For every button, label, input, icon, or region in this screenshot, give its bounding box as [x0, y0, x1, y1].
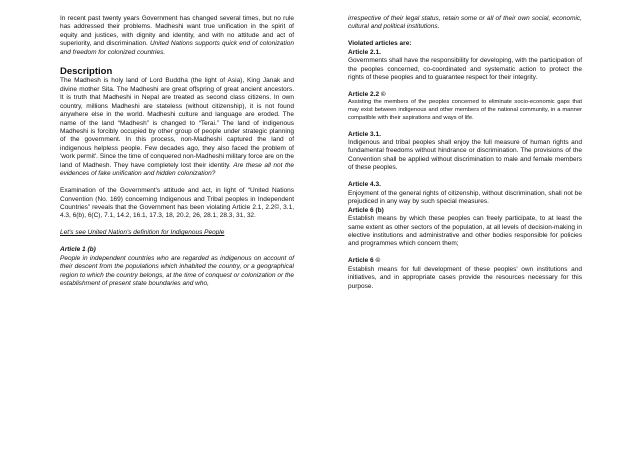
intro-paragraph [60, 15, 294, 57]
description-italic: Are these all not the evidences of fake unification and hidden colonization? [60, 161, 294, 178]
examination-paragraph: Examination of the Government's attitude and act, in light of “United Nations Convention (No. 169) concerning Indigenous and Tribal peoples in Independent Countries” reveals that the Government has been violating Article 2.1, 2.2©, 3.1, 4.3, 6(b), 6(C), 7.1, 14.2, 16.1, 17.3, 18, 20.2, 26, 28.1, 28.3, 31, 32. [60, 187, 294, 220]
article1-body: People in independent countries who are regarded as indigenous on account of their descent from the populations which inhabited the country, or a geographical region to which the country belongs, at the time of conquest or colonization or the establishment of present state boundaries and who, [60, 254, 294, 287]
article22-body: Assisting the members of the peoples concerned to eliminate socio-economic gaps that may exist between indigenous and other members of the national community, in a manner compatible with their aspirations and ways of life. [348, 99, 582, 121]
article6c-heading: Article 6 © [348, 257, 381, 265]
article31-heading: Article 3.1. [348, 130, 381, 138]
right-column [348, 15, 582, 291]
intro-text: In recent past twenty years Government has changed several times, but no rule has addressed their problems. Madheshi want true unification in the spirit of equity and justices, with dignity and identity, and with no attitude and act of superiority, and discrimination. [60, 15, 294, 48]
description-heading: Description [60, 66, 113, 78]
article6b-body: Establish means by which these peoples can freely participate, to at least the same extent as other sectors of the population, at all levels of decision-making in elective institutions and administrative and other bodies responsible for policies and programmes which concern them; [348, 215, 582, 248]
description-body: The Madhesh is holy land of Lord Buddha (the light of Asia), King Janak and divine mother Sita. The Madheshi are great offspring of great ancient ancestors. It is truth that Madheshi in Nepal are treated as second class citizens. In own country, millions Madheshi are stateless (without citizenship), it is not found anywhere else in the world. Madheshi culture and language are eroded. The name of the land “Madhesh” is changed to “Terai.” The land of indigenous Madheshi is forcibly occupied by other group of people under strategic planning of the government. In this process, non-Madheshi captured the land of indigenous helpless people. Few decades ago, they also faced the problem of 'work permit'. Since the time of conquered non-Madheshi military force are on the land of Madhesh. They have completely lost their identity. [60, 77, 294, 169]
left-column [60, 15, 294, 288]
article43-heading: Article 4.3. [348, 181, 381, 189]
violated-heading: Violated articles are: [348, 40, 412, 48]
definition-link: Let's see United Nation's definition for Indigenous People [60, 229, 225, 237]
article31-body: Indigenous and tribal peoples shall enjoy the full measure of human rights and fundamental freedoms without hindrance or discrimination. The provisions of the Convention shall be applied without discrimination to male and female members of these peoples. [348, 139, 582, 172]
article43-body: Enjoyment of the general rights of citizenship, without discrimination, shall not be prejudiced in any way by such special measures. [348, 189, 582, 206]
article21-body: Governments shall have the responsibility for developing, with the participation of the peoples concerned, co-coordinated and systematic action to protect the rights of these peoples and to guarantee respect for their integrity. [348, 57, 582, 82]
article21-heading: Article 2.1. [348, 48, 381, 56]
article1-heading: Article 1 (b) [60, 246, 96, 254]
description-paragraph [60, 77, 294, 178]
article6c-body: Establish means for full development of these peoples' own institutions and initiatives, and in appropriate cases provide the resources necessary for this purpose. [348, 265, 582, 290]
article22-heading: Article 2.2 © [348, 90, 386, 98]
intro-italic: United Nations supports quick end of colonization and freedom for colonized countries. [60, 40, 294, 56]
article6b-heading: Article 6 (b) [348, 206, 384, 214]
article1-continuation: irrespective of their legal status, retain some or all of their own social, economic, cultural and political institutions. [348, 15, 582, 31]
